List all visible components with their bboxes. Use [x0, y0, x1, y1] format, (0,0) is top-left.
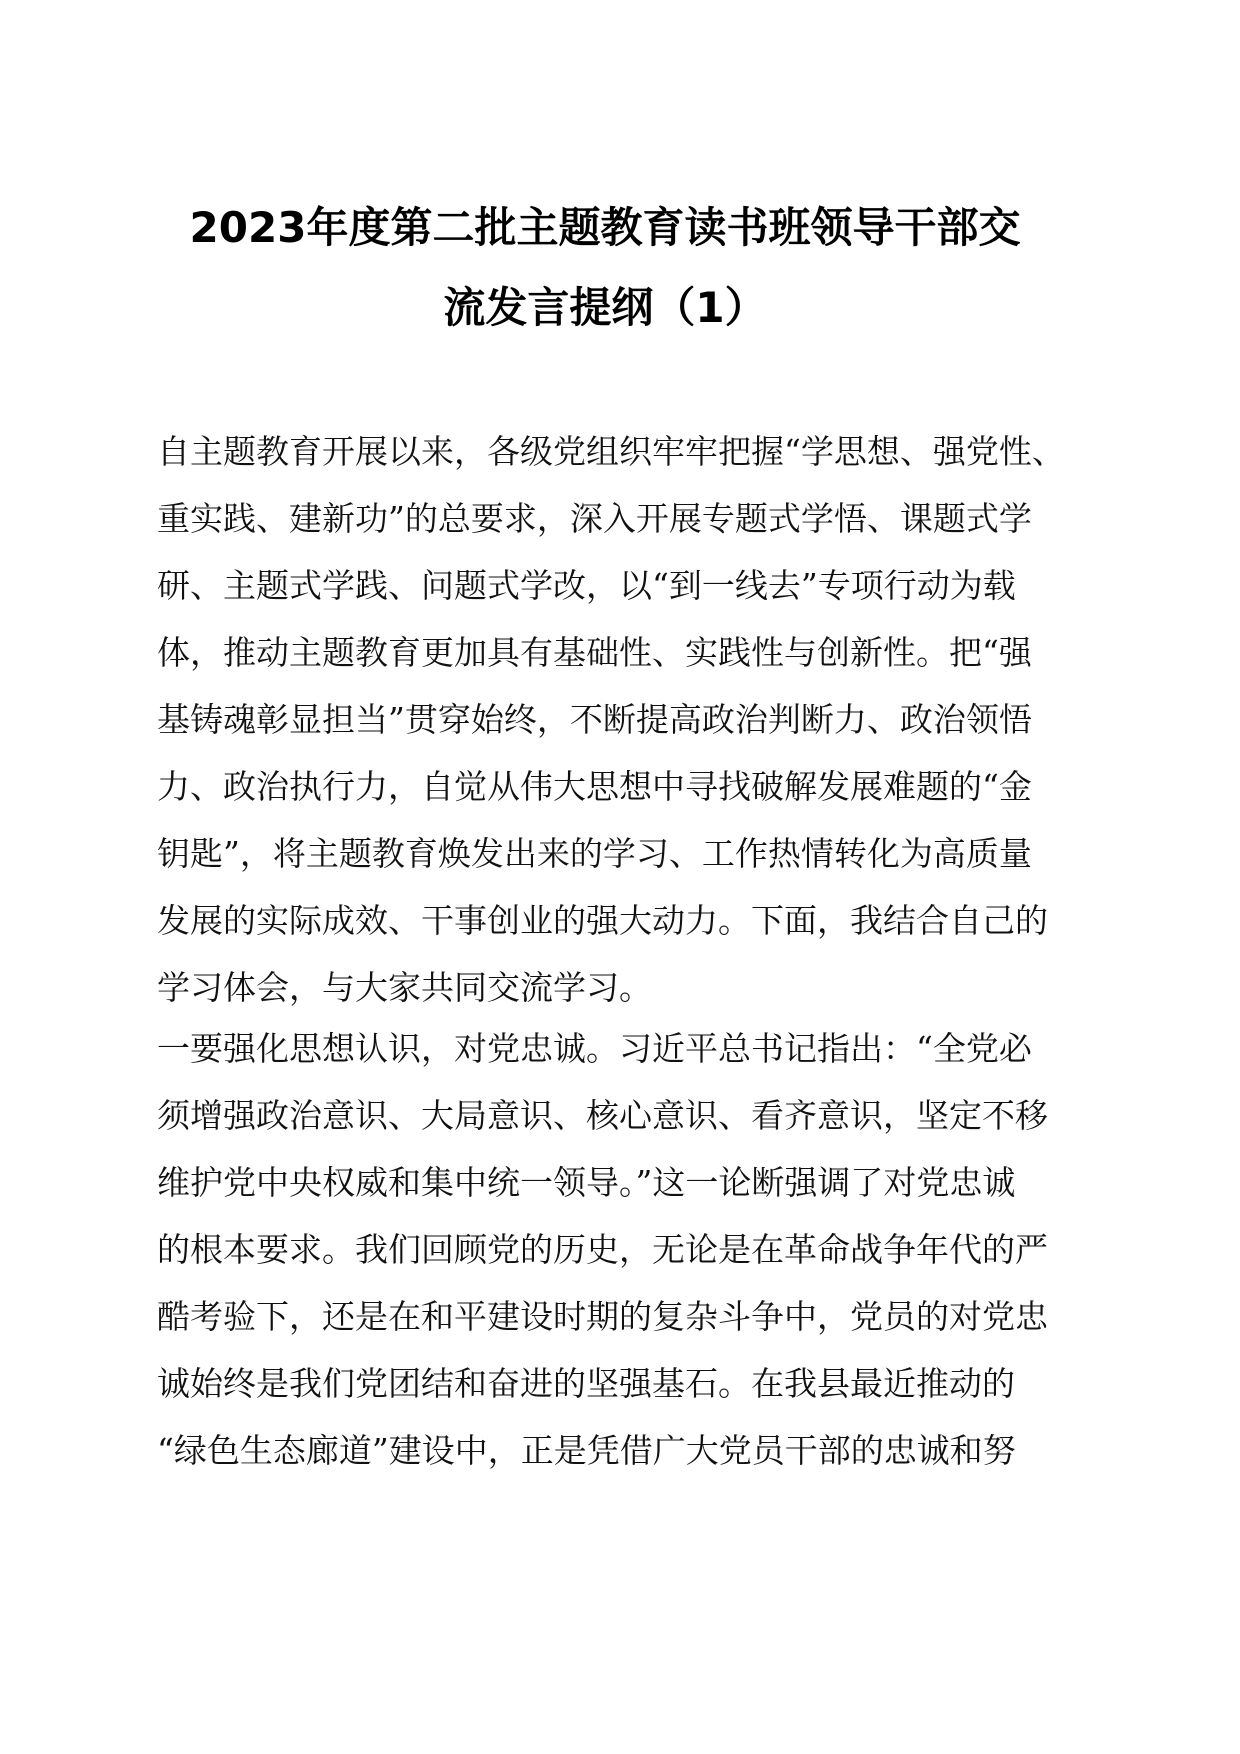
title-line: 2023年度第二批主题教育读书班领导干部交 [189, 203, 1021, 252]
paragraph-line: 重实践、建新功”的总要求，深入开展专题式学悟、课题式学 [157, 499, 1032, 538]
paragraph-line: 的根本要求。我们回顾党的历史，无论是在革命战争年代的严 [157, 1230, 1048, 1269]
paragraph-line: 自主题教育开展以来，各级党组织牢牢把握“学思想、强党性、 [157, 432, 1065, 471]
paragraph-line: 体，推动主题教育更加具有基础性、实践性与创新性。把“强 [157, 633, 1032, 672]
paragraph-line: 力、政治执行力，自觉从伟大思想中寻找破解发展难题的“金 [157, 767, 1032, 806]
title-line: 流发言提纲（1） [443, 283, 767, 332]
paragraph-line: 诚始终是我们党团结和奋进的坚强基石。在我县最近推动的 [157, 1364, 1015, 1403]
document-title [150, 188, 1060, 348]
paragraph-line: 基铸魂彰显担当”贯穿始终，不断提高政治判断力、政治领悟 [157, 700, 1032, 739]
paragraph-line: 一要强化思想认识，对党忠诚。习近平总书记指出：“全党必 [157, 1029, 1032, 1068]
paragraph-line: “绿色生态廊道”建设中，正是凭借广大党员干部的忠诚和努 [157, 1431, 1016, 1470]
paragraph-line: 学习体会，与大家共同交流学习。 [157, 968, 652, 1007]
paragraph-line: 发展的实际成效、干事创业的强大动力。下面，我结合自己的 [157, 901, 1048, 940]
paragraph-line: 须增强政治意识、大局意识、核心意识、看齐意识，坚定不移 [157, 1096, 1048, 1135]
paragraph-line: 研、主题式学践、问题式学改，以“到一线去”专项行动为载 [157, 566, 1016, 605]
paragraph-line: 钥匙”，将主题教育焕发出来的学习、工作热情转化为高质量 [157, 834, 1032, 873]
section-one-paragraph [157, 1015, 1082, 1484]
paragraph-line: 酷考验下，还是在和平建设时期的复杂斗争中，党员的对党忠 [157, 1297, 1048, 1336]
intro-paragraph [157, 418, 1082, 1021]
paragraph-line: 维护党中央权威和集中统一领导。”这一论断强调了对党忠诚 [157, 1163, 1016, 1202]
